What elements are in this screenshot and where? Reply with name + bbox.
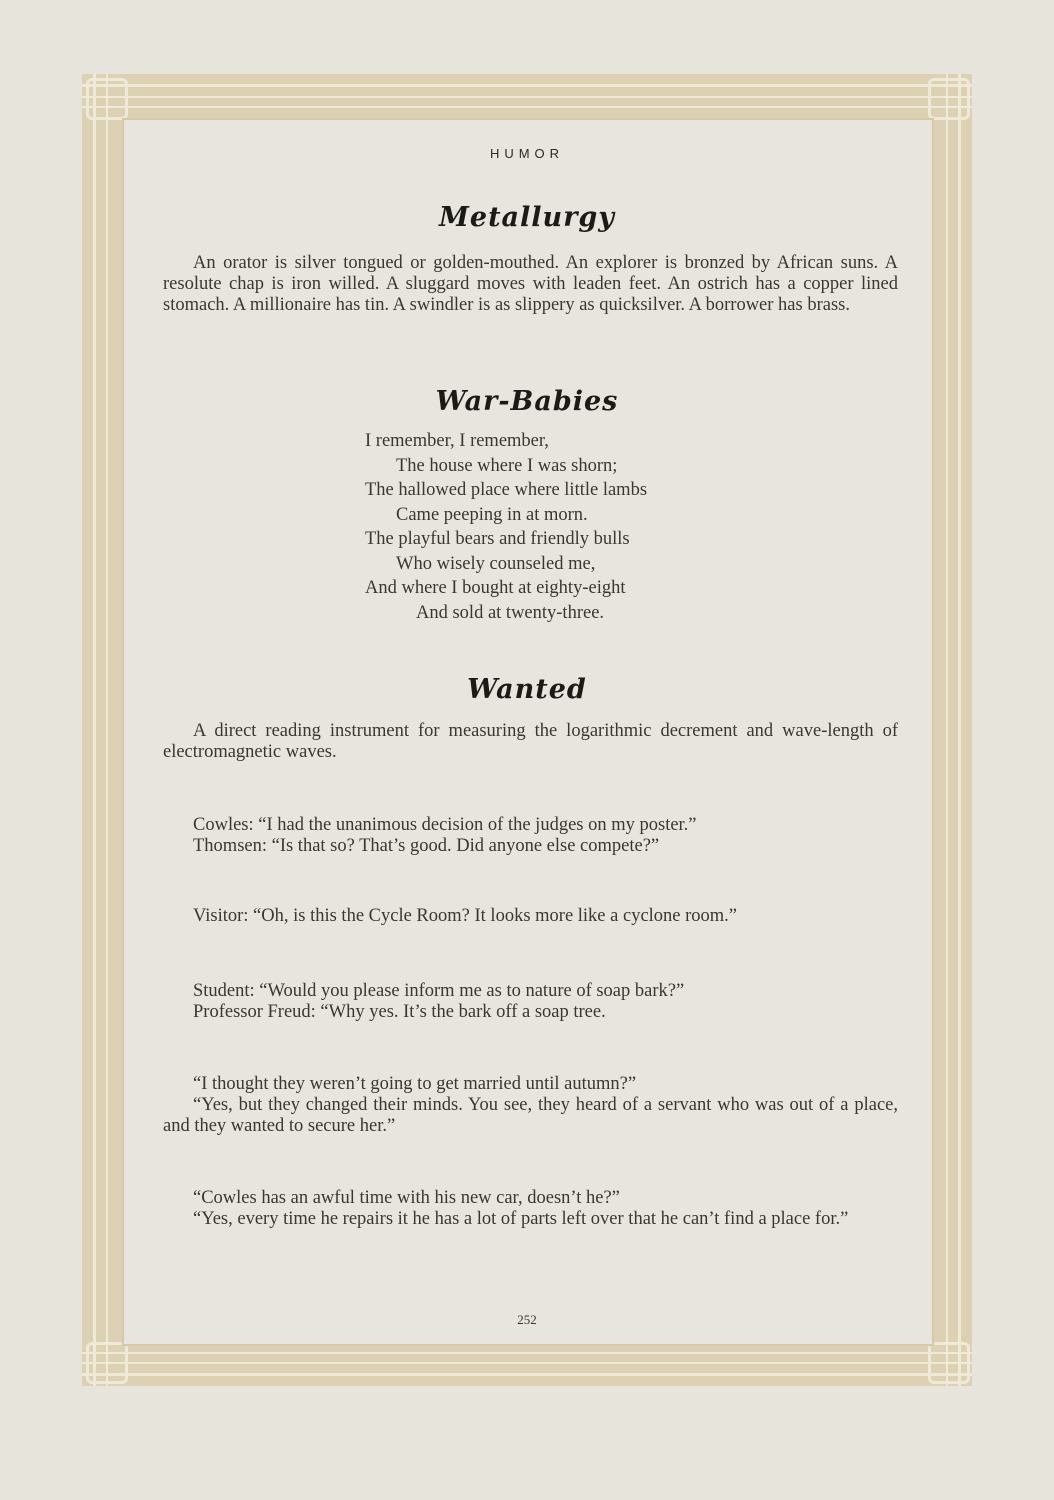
dialogue-text: “Cowles has an awful time with his new car, doesn’t he?”	[193, 1188, 620, 1208]
dialogue-line: Cowles: “I had the unanimous decision of the judges on my poster.”	[193, 815, 697, 835]
border-top	[82, 74, 972, 122]
border-rule	[93, 74, 96, 1386]
corner-ornament	[86, 1342, 128, 1384]
border-rule	[106, 74, 108, 1386]
dialogue-text: “Yes, every time he repairs it he has a lot of parts left over that he can’t find a place for.”	[193, 1209, 849, 1229]
section-title-wanted: Wanted	[467, 674, 587, 705]
dialogue-line: Student: “Would you please inform me as to nature of soap bark?”	[193, 981, 685, 1001]
dialogue-line: Professor Freud: “Why yes. It’s the bark off a soap tree.	[193, 1002, 606, 1022]
corner-ornament	[928, 78, 970, 120]
border-rule	[82, 106, 972, 108]
page-header: HUMOR	[489, 146, 565, 161]
page-number: 252	[517, 1312, 537, 1327]
dialogue-line	[163, 1074, 898, 1095]
poem-line: And where I bought at eighty-eight	[365, 578, 626, 598]
poem-line: The hallowed place where little lambs	[365, 480, 648, 500]
border-rule	[82, 1362, 972, 1364]
joke-soap-bark	[193, 981, 684, 1023]
metallurgy-paragraph	[163, 253, 898, 316]
section-title-metallurgy: Metallurgy	[439, 202, 615, 233]
wanted-paragraph	[163, 721, 898, 763]
corner-ornament	[928, 1342, 970, 1384]
border-rule	[82, 1352, 972, 1354]
poem-line: The house where I was shorn;	[396, 455, 618, 476]
border-rule	[958, 74, 961, 1386]
wanted-text: A direct reading instrument for measuring the logarithmic decrement and wave-length of electromagnetic waves.	[163, 721, 898, 762]
corner-ornament	[86, 78, 128, 120]
border-rule	[82, 1373, 972, 1376]
poem-line: The playful bears and friendly bulls	[365, 529, 630, 549]
dialogue-text: “I thought they weren’t going to get married until autumn?”	[193, 1074, 637, 1094]
poem-line: Who wisely counseled me,	[396, 553, 596, 574]
poem-line: I remember, I remember,	[365, 431, 549, 451]
poem-line: Came peeping in at morn.	[396, 504, 588, 525]
dialogue-line: Thomsen: “Is that so? That’s good. Did anyone else compete?”	[193, 836, 660, 856]
joke-married-autumn	[163, 1074, 898, 1137]
dialogue-text: “Yes, but they changed their minds. You see, they heard of a servant who was out of a place, and they wanted to secure her.”	[163, 1095, 898, 1136]
dialogue-line	[163, 1209, 898, 1230]
joke-cycle-room	[193, 906, 737, 927]
poem-line: And sold at twenty-three.	[416, 602, 605, 623]
border-rule	[946, 74, 948, 1386]
dialogue-line	[163, 1095, 898, 1137]
war-babies-poem	[365, 429, 647, 625]
border-rule	[82, 84, 972, 87]
joke-new-car	[163, 1188, 898, 1230]
metallurgy-text: An orator is silver tongued or golden-mouthed. An explorer is bronzed by African suns. A resolute chap is iron willed. A sluggard moves with leaden feet. An ostrich has a copper lined stomach. A millionaire has tin. A swindler is as slippery as quicksilver. A borrower has brass.	[163, 253, 898, 315]
section-title-war-babies: War-Babies	[435, 386, 619, 417]
dialogue-line	[163, 1188, 898, 1209]
border-rule	[82, 96, 972, 98]
dialogue-line: Visitor: “Oh, is this the Cycle Room? It looks more like a cyclone room.”	[193, 906, 738, 926]
joke-cowles-poster	[193, 815, 697, 857]
